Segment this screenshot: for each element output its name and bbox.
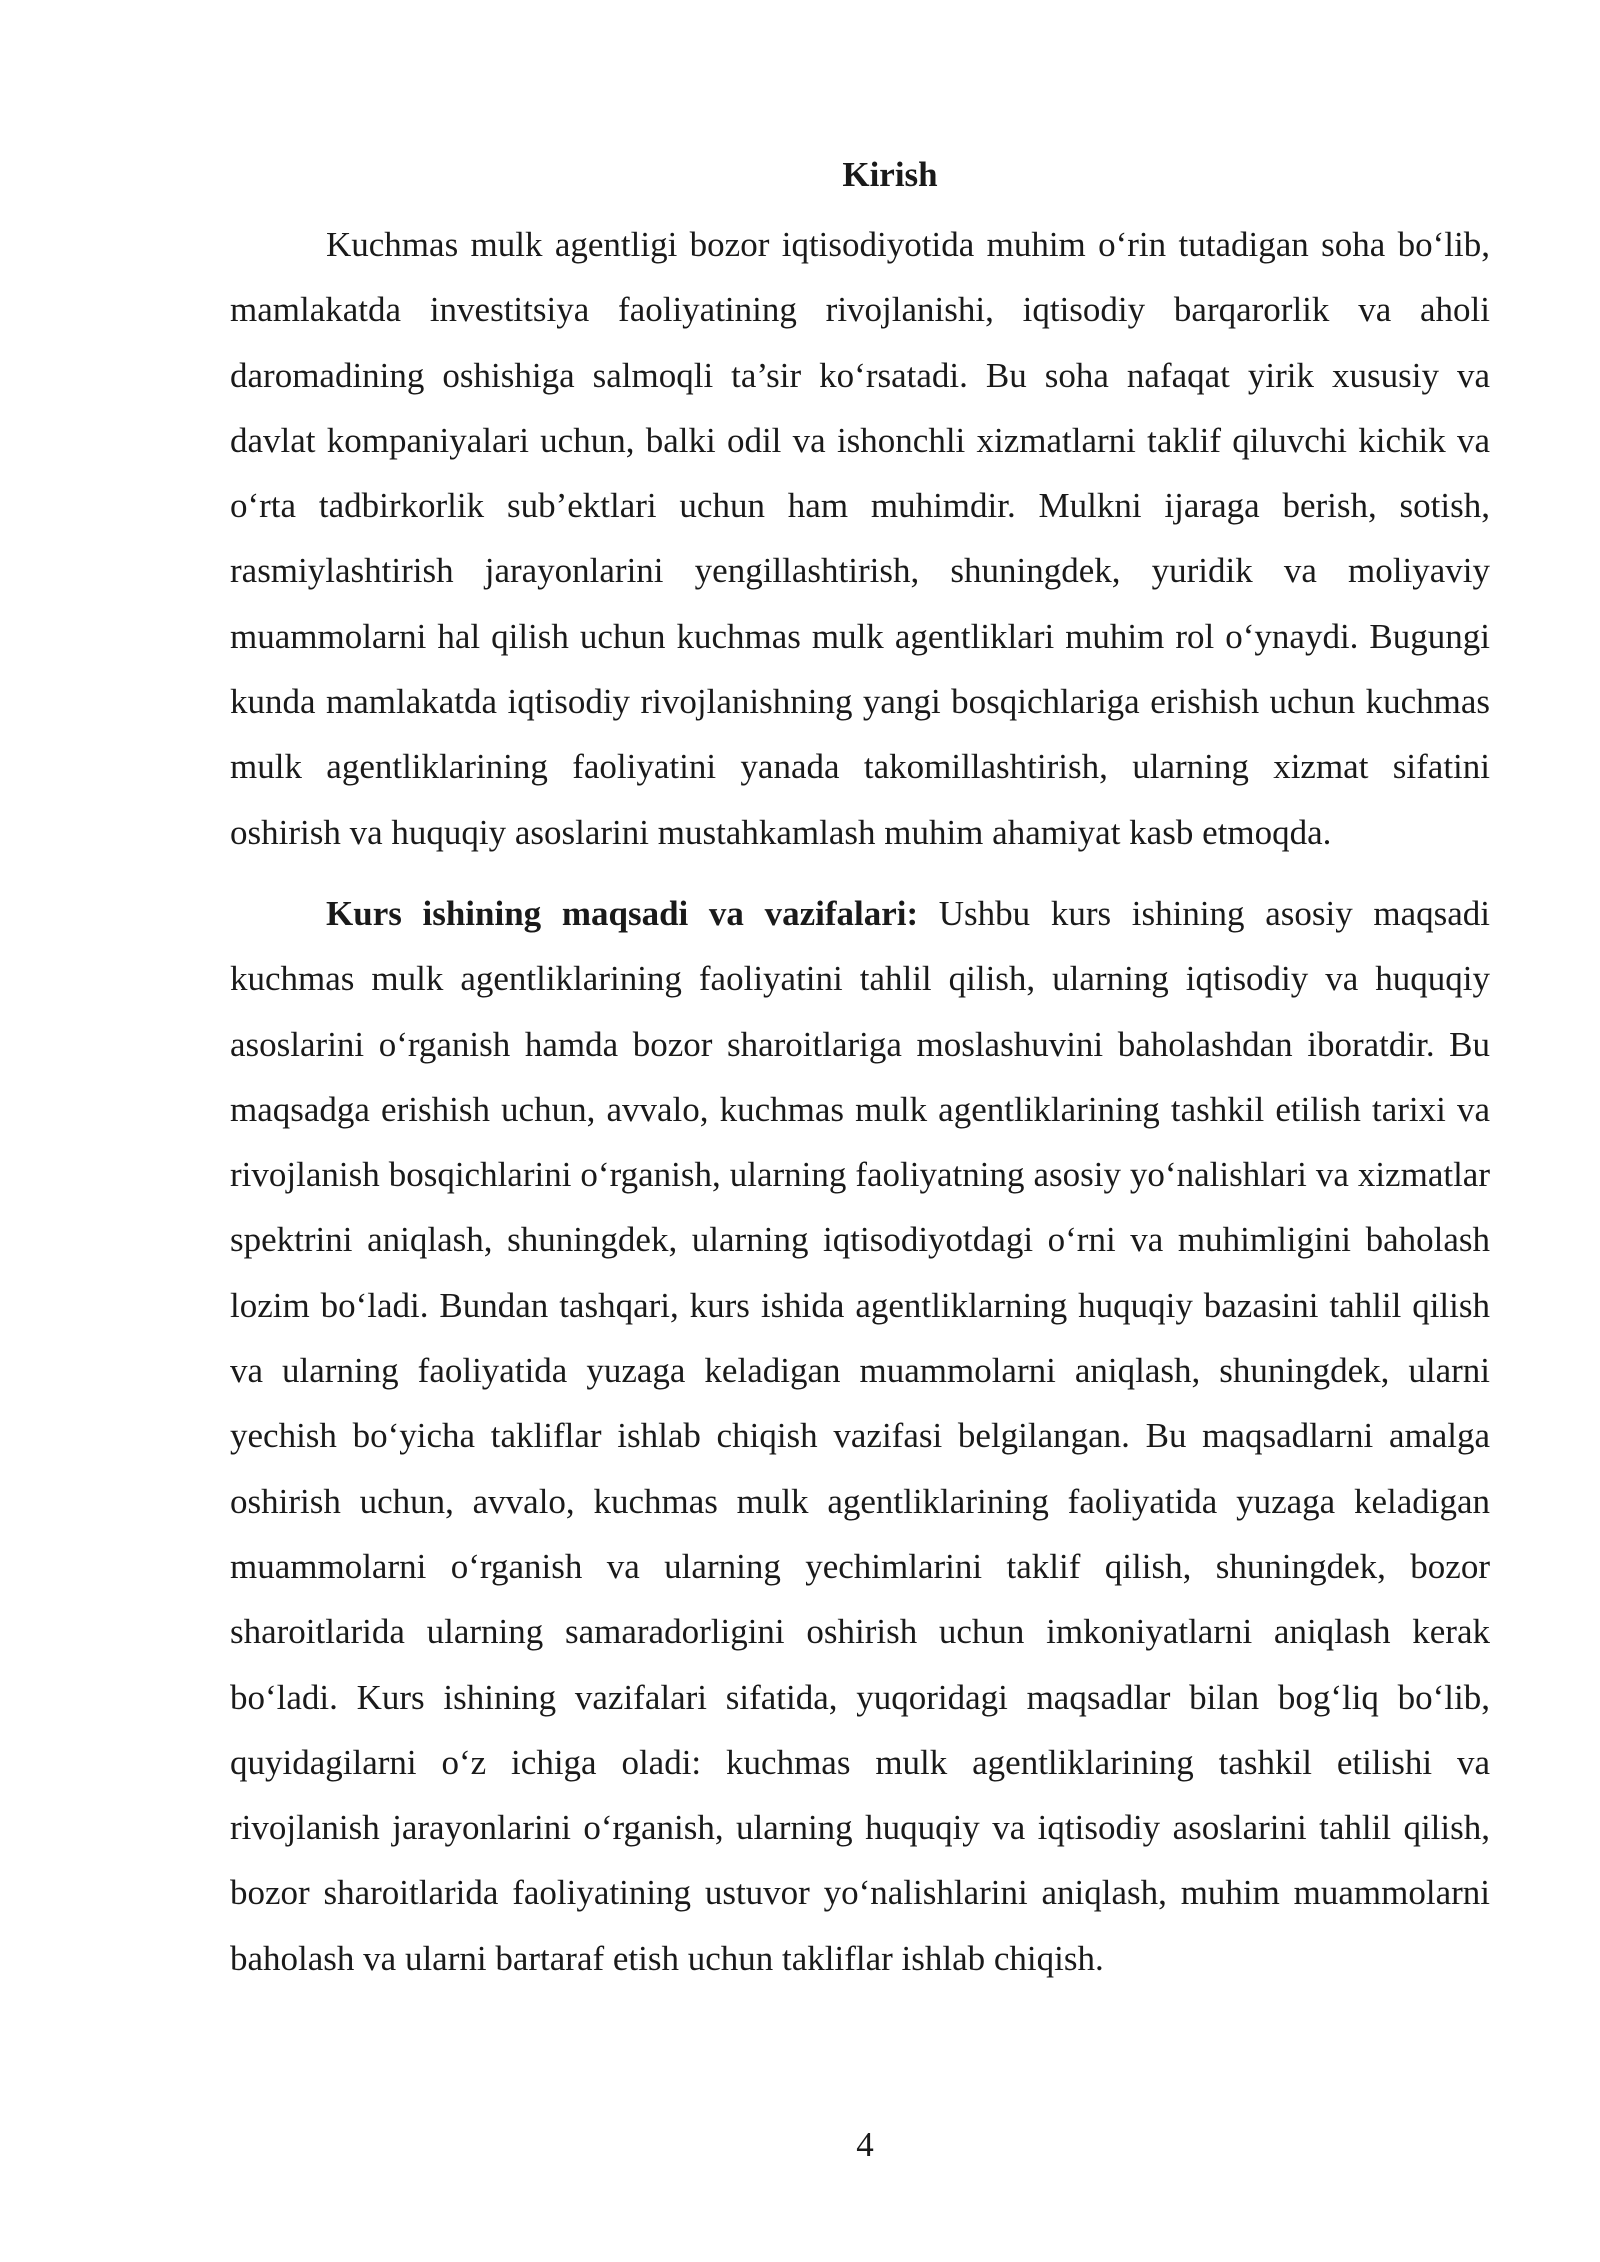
section-title: Kirish: [842, 155, 938, 194]
intro-paragraph: [230, 212, 1490, 865]
intro-paragraph-text: Kuchmas mulk agentligi bozor iqtisodiyotida muhim o‘rin tutadigan soha bo‘lib, mamlakatda investitsiya faoliyatining rivojlanishi, iqtisodiy barqarorlik va aholi daromadining oshishiga salmoqli ta’sir ko‘rsatadi. Bu soha nafaqat yirik xususiy va davlat kompaniyalari uchun, balki odil va ishonchli xizmatlarni taklif qiluvchi kichik va o‘rta tadbirkorlik sub’ektlari uchun ham muhimdir. Mulkni ijaraga berish, sotish, rasmiylashtirish jarayonlarini yengillashtirish, shuningdek, yuridik va moliyaviy muammolarni hal qilish uchun kuchmas mulk agentliklari muhim rol o‘ynaydi. Bugungi kunda mamlakatda iqtisodiy rivojlanishning yangi bosqichlariga erishish uchun kuchmas mulk agentliklarining faoliyatini yanada takomillashtirish, ularning xizmat sifatini oshirish va huquqiy asoslarini mustahkamlash muhim ahamiyat kasb etmoqda.: [230, 225, 1490, 852]
goals-paragraph-text: Ushbu kurs ishining asosiy maqsadi kuchmas mulk agentliklarining faoliyatini tahlil qilish, ularning iqtisodiy va huquqiy asoslarini o‘rganish hamda bozor sharoitlariga moslashuvini baholashdan iboratdir. Bu maqsadga erishish uchun, avvalo, kuchmas mulk agentliklarining tashkil etilish tarixi va rivojlanish bosqichlarini o‘rganish, ularning faoliyatning asosiy yo‘nalishlari va xizmatlar spektrini aniqlash, shuningdek, ularning iqtisodiyotdagi o‘rni va muhimligini baholash lozim bo‘ladi. Bundan tashqari, kurs ishida agentliklarning huquqiy bazasini tahlil qilish va ularning faoliyatida yuzaga keladigan muammolarni aniqlash, shuningdek, ularni yechish bo‘yicha takliflar ishlab chiqish vazifasi belgilangan. Bu maqsadlarni amalga oshirish uchun, avvalo, kuchmas mulk agentliklarining faoliyatida yuzaga keladigan muammolarni o‘rganish va ularning yechimlarini taklif qilish, shuningdek, bozor sharoitlarida ularning samaradorligini oshirish uchun imkoniyatlarni aniqlash kerak bo‘ladi. Kurs ishining vazifalari sifatida, yuqoridagi maqsadlar bilan bog‘liq bo‘lib, quyidagilarni o‘z ichiga oladi: kuchmas mulk agentliklarining tashkil etilishi va rivojlanish jarayonlarini o‘rganish, ularning huquqiy va iqtisodiy asoslarini tahlil qilish, bozor sharoitlarida faoliyatining ustuvor yo‘nalishlarini aniqlash, muhim muammolarni baholash va ularni bartaraf etish uchun takliflar ishlab chiqish.: [230, 893, 1490, 1978]
page-number: 4: [856, 2125, 874, 2164]
document-page: [230, 148, 1490, 1991]
goals-heading: Kurs ishining maqsadi va vazifalari:: [326, 893, 919, 933]
goals-paragraph: [230, 881, 1490, 1991]
